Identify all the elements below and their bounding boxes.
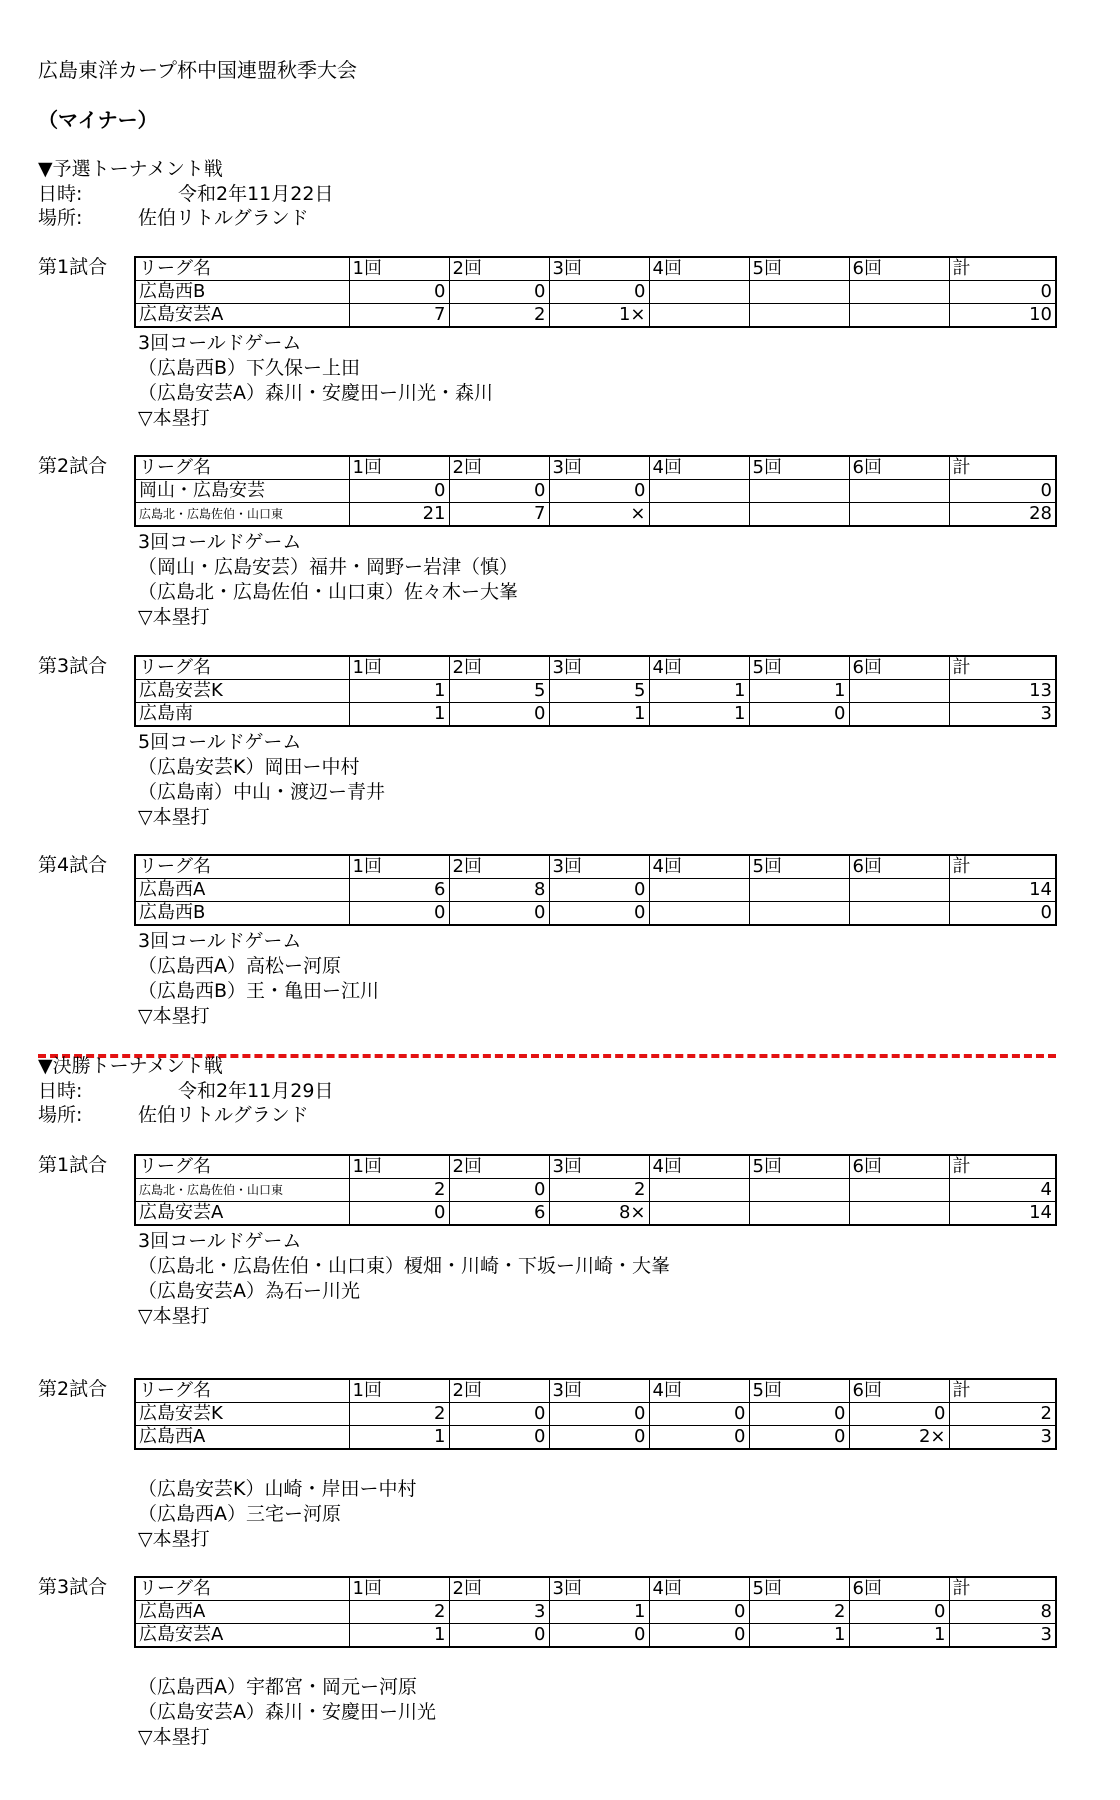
table-header-row	[135, 1379, 1056, 1403]
final-heading: ▼決勝トーナメント戦	[38, 1055, 223, 1077]
score-table	[134, 1576, 1057, 1648]
inning-score-cell	[649, 902, 749, 926]
inning-score-cell: 0	[749, 703, 849, 727]
inning-score-cell	[849, 902, 949, 926]
total-score-cell: 3	[949, 1426, 1056, 1450]
team-name-cell: 広島北・広島佐伯・山口東	[135, 1179, 349, 1202]
header-cell: 2回	[449, 855, 549, 879]
inning-score-cell: 0	[449, 1403, 549, 1426]
table-row	[135, 1202, 1056, 1226]
game-label: 第2試合	[38, 455, 108, 477]
table-header-row	[135, 257, 1056, 281]
inning-score-cell: 0	[649, 1403, 749, 1426]
inning-score-cell	[749, 879, 849, 902]
header-cell: 2回	[449, 1577, 549, 1601]
header-cell: 計	[949, 656, 1056, 680]
score-table	[134, 655, 1057, 727]
header-cell: 3回	[549, 1379, 649, 1403]
header-cell: 6回	[849, 1379, 949, 1403]
header-cell: 1回	[349, 855, 449, 879]
table-row	[135, 304, 1056, 328]
game-note: ▽本塁打	[138, 1305, 210, 1327]
inning-score-cell: 0	[849, 1403, 949, 1426]
header-cell: 計	[949, 1379, 1056, 1403]
header-cell: 4回	[649, 1155, 749, 1179]
team-name-cell: 広島西A	[135, 1426, 349, 1450]
header-cell: 5回	[749, 855, 849, 879]
total-score-cell: 3	[949, 703, 1056, 727]
header-cell: 5回	[749, 1577, 849, 1601]
inning-score-cell: 0	[749, 1426, 849, 1450]
header-cell: リーグ名	[135, 257, 349, 281]
inning-score-cell	[749, 1202, 849, 1226]
score-table	[134, 1154, 1057, 1226]
header-cell: リーグ名	[135, 855, 349, 879]
game-note: （広島安芸K）岡田ー中村	[138, 756, 360, 778]
inning-score-cell: 2	[449, 304, 549, 328]
inning-score-cell	[749, 281, 849, 304]
score-table	[134, 455, 1057, 527]
inning-score-cell	[849, 304, 949, 328]
game-note: （広島西A）高松ー河原	[138, 955, 341, 977]
total-score-cell: 0	[949, 902, 1056, 926]
inning-score-cell: 0	[449, 902, 549, 926]
header-cell: 計	[949, 1155, 1056, 1179]
total-score-cell: 13	[949, 680, 1056, 703]
game-label: 第4試合	[38, 854, 108, 876]
inning-score-cell	[749, 902, 849, 926]
inning-score-cell: 1×	[549, 304, 649, 328]
table-row	[135, 1601, 1056, 1624]
inning-score-cell	[849, 281, 949, 304]
inning-score-cell: 0	[549, 281, 649, 304]
table-row	[135, 680, 1056, 703]
inning-score-cell: 8	[449, 879, 549, 902]
inning-score-cell: 2	[349, 1179, 449, 1202]
team-name-cell: 広島安芸A	[135, 1624, 349, 1648]
game-note: ▽本塁打	[138, 1726, 210, 1748]
header-cell: 5回	[749, 656, 849, 680]
team-name-cell: 岡山・広島安芸	[135, 480, 349, 503]
inning-score-cell	[749, 480, 849, 503]
total-score-cell: 3	[949, 1624, 1056, 1648]
game-note: （広島北・広島佐伯・山口東）佐々木ー大峯	[138, 581, 519, 603]
total-score-cell: 2	[949, 1403, 1056, 1426]
inning-score-cell	[749, 1179, 849, 1202]
inning-score-cell: 6	[449, 1202, 549, 1226]
table-row	[135, 1624, 1056, 1648]
game-note: ▽本塁打	[138, 407, 210, 429]
inning-score-cell: 21	[349, 503, 449, 527]
header-cell: 1回	[349, 1577, 449, 1601]
inning-score-cell: 1	[649, 680, 749, 703]
inning-score-cell: 6	[349, 879, 449, 902]
team-name-cell: 広島安芸A	[135, 1202, 349, 1226]
inning-score-cell: 0	[449, 480, 549, 503]
subtitle: （マイナー）	[38, 108, 158, 132]
game-note: （広島西A）三宅ー河原	[138, 1503, 341, 1525]
inning-score-cell: 5	[449, 680, 549, 703]
total-score-cell: 14	[949, 1202, 1056, 1226]
header-cell: リーグ名	[135, 1577, 349, 1601]
header-cell: 1回	[349, 257, 449, 281]
game-note: （広島安芸A）森川・安慶田ー川光	[138, 1701, 436, 1723]
header-cell: 3回	[549, 1577, 649, 1601]
inning-score-cell: 0	[649, 1624, 749, 1648]
inning-score-cell	[649, 480, 749, 503]
game-note: （広島安芸A）森川・安慶田ー川光・森川	[138, 382, 493, 404]
inning-score-cell	[649, 304, 749, 328]
inning-score-cell	[649, 281, 749, 304]
inning-score-cell: 2×	[849, 1426, 949, 1450]
inning-score-cell: 0	[849, 1601, 949, 1624]
inning-score-cell: 0	[549, 902, 649, 926]
table-row	[135, 503, 1056, 527]
header-cell: リーグ名	[135, 1155, 349, 1179]
final-date: 令和2年11月29日	[178, 1080, 334, 1102]
header-cell: 5回	[749, 1155, 849, 1179]
inning-score-cell: 0	[649, 1601, 749, 1624]
game-note: 3回コールドゲーム	[138, 1230, 302, 1252]
header-cell: 2回	[449, 1155, 549, 1179]
inning-score-cell: 7	[349, 304, 449, 328]
header-cell: 6回	[849, 456, 949, 480]
game-note: （広島西A）宇都宮・岡元ー河原	[138, 1676, 417, 1698]
header-cell: 3回	[549, 656, 649, 680]
header-cell: 5回	[749, 1379, 849, 1403]
inning-score-cell	[849, 1179, 949, 1202]
game-note: （広島西B）下久保ー上田	[138, 357, 361, 379]
header-cell: 6回	[849, 656, 949, 680]
inning-score-cell: 1	[549, 1601, 649, 1624]
inning-score-cell: 1	[749, 1624, 849, 1648]
inning-score-cell: 2	[349, 1601, 449, 1624]
score-table	[134, 256, 1057, 328]
inning-score-cell: 1	[849, 1624, 949, 1648]
total-score-cell: 28	[949, 503, 1056, 527]
table-header-row	[135, 1155, 1056, 1179]
table-header-row	[135, 855, 1056, 879]
total-score-cell: 10	[949, 304, 1056, 328]
game-note: （広島北・広島佐伯・山口東）榎畑・川崎・下坂ー川崎・大峯	[138, 1255, 671, 1277]
inning-score-cell	[649, 503, 749, 527]
header-cell: 計	[949, 855, 1056, 879]
game-note: 3回コールドゲーム	[138, 930, 302, 952]
inning-score-cell: 0	[649, 1426, 749, 1450]
game-note: （広島安芸A）為石ー川光	[138, 1280, 360, 1302]
game-note: 3回コールドゲーム	[138, 332, 302, 354]
preliminary-date-label: 日時:	[38, 183, 83, 205]
inning-score-cell: 5	[549, 680, 649, 703]
table-row	[135, 281, 1056, 304]
inning-score-cell: 1	[349, 680, 449, 703]
header-cell: 1回	[349, 456, 449, 480]
header-cell: 3回	[549, 855, 649, 879]
header-cell: 5回	[749, 456, 849, 480]
header-cell: 2回	[449, 656, 549, 680]
game-note: （広島南）中山・渡辺ー青井	[138, 781, 386, 803]
game-note: ▽本塁打	[138, 806, 210, 828]
preliminary-place: 佐伯リトルグランド	[138, 207, 309, 229]
header-cell: 2回	[449, 257, 549, 281]
inning-score-cell	[849, 1202, 949, 1226]
header-cell: 3回	[549, 1155, 649, 1179]
inning-score-cell: 0	[349, 480, 449, 503]
table-row	[135, 480, 1056, 503]
total-score-cell: 8	[949, 1601, 1056, 1624]
preliminary-heading: ▼予選トーナメント戦	[38, 158, 223, 180]
header-cell: 1回	[349, 1379, 449, 1403]
inning-score-cell: 8×	[549, 1202, 649, 1226]
inning-score-cell: 0	[749, 1403, 849, 1426]
inning-score-cell: 1	[549, 703, 649, 727]
table-row	[135, 879, 1056, 902]
header-cell: 4回	[649, 257, 749, 281]
inning-score-cell	[849, 480, 949, 503]
game-note: ▽本塁打	[138, 1528, 210, 1550]
header-cell: リーグ名	[135, 1379, 349, 1403]
inning-score-cell: 1	[349, 1624, 449, 1648]
team-name-cell: 広島南	[135, 703, 349, 727]
table-row	[135, 1179, 1056, 1202]
total-score-cell: 0	[949, 480, 1056, 503]
inning-score-cell	[849, 703, 949, 727]
team-name-cell: 広島安芸K	[135, 680, 349, 703]
game-note: ▽本塁打	[138, 1005, 210, 1027]
total-score-cell: 0	[949, 281, 1056, 304]
inning-score-cell: 0	[449, 1179, 549, 1202]
inning-score-cell: 1	[349, 1426, 449, 1450]
header-cell: 4回	[649, 1379, 749, 1403]
game-note: ▽本塁打	[138, 606, 210, 628]
game-label: 第1試合	[38, 1154, 108, 1176]
header-cell: 4回	[649, 1577, 749, 1601]
score-table	[134, 854, 1057, 926]
team-name-cell: 広島西A	[135, 879, 349, 902]
inning-score-cell: 7	[449, 503, 549, 527]
table-header-row	[135, 1577, 1056, 1601]
inning-score-cell: 2	[349, 1403, 449, 1426]
inning-score-cell: 0	[349, 902, 449, 926]
header-cell: 5回	[749, 257, 849, 281]
score-table	[134, 1378, 1057, 1450]
header-cell: 6回	[849, 1577, 949, 1601]
header-cell: 4回	[649, 456, 749, 480]
header-cell: 6回	[849, 1155, 949, 1179]
inning-score-cell	[749, 503, 849, 527]
game-label: 第1試合	[38, 256, 108, 278]
inning-score-cell	[649, 879, 749, 902]
inning-score-cell: 2	[549, 1179, 649, 1202]
inning-score-cell	[849, 680, 949, 703]
preliminary-date: 令和2年11月22日	[178, 183, 334, 205]
inning-score-cell: ×	[549, 503, 649, 527]
header-cell: 2回	[449, 1379, 549, 1403]
header-cell: 6回	[849, 257, 949, 281]
inning-score-cell	[649, 1202, 749, 1226]
total-score-cell: 14	[949, 879, 1056, 902]
inning-score-cell	[749, 304, 849, 328]
game-label: 第3試合	[38, 655, 108, 677]
header-cell: 3回	[549, 257, 649, 281]
team-name-cell: 広島安芸A	[135, 304, 349, 328]
team-name-cell: 広島西B	[135, 281, 349, 304]
inning-score-cell: 0	[449, 703, 549, 727]
header-cell: 6回	[849, 855, 949, 879]
team-name-cell: 広島安芸K	[135, 1403, 349, 1426]
table-row	[135, 1426, 1056, 1450]
game-note: 3回コールドゲーム	[138, 531, 302, 553]
inning-score-cell	[849, 879, 949, 902]
preliminary-place-label: 場所:	[38, 207, 83, 229]
inning-score-cell	[649, 1179, 749, 1202]
inning-score-cell: 0	[349, 281, 449, 304]
header-cell: 3回	[549, 456, 649, 480]
game-label: 第3試合	[38, 1576, 108, 1598]
inning-score-cell: 0	[549, 480, 649, 503]
final-place: 佐伯リトルグランド	[138, 1104, 309, 1126]
inning-score-cell: 2	[749, 1601, 849, 1624]
header-cell: 4回	[649, 855, 749, 879]
inning-score-cell	[849, 503, 949, 527]
inning-score-cell: 3	[449, 1601, 549, 1624]
header-cell: 1回	[349, 1155, 449, 1179]
total-score-cell: 4	[949, 1179, 1056, 1202]
inning-score-cell: 0	[549, 879, 649, 902]
header-cell: 計	[949, 456, 1056, 480]
inning-score-cell: 1	[749, 680, 849, 703]
inning-score-cell: 1	[349, 703, 449, 727]
table-header-row	[135, 656, 1056, 680]
team-name-cell: 広島北・広島佐伯・山口東	[135, 503, 349, 527]
header-cell: 2回	[449, 456, 549, 480]
final-date-label: 日時:	[38, 1080, 83, 1102]
header-cell: 1回	[349, 656, 449, 680]
page-title: 広島東洋カープ杯中国連盟秋季大会	[38, 58, 357, 82]
game-note: （岡山・広島安芸）福井・岡野ー岩津（慎）	[138, 556, 519, 578]
table-row	[135, 703, 1056, 727]
header-cell: 計	[949, 1577, 1056, 1601]
table-row	[135, 902, 1056, 926]
inning-score-cell: 0	[349, 1202, 449, 1226]
inning-score-cell: 0	[549, 1403, 649, 1426]
table-row	[135, 1403, 1056, 1426]
final-place-label: 場所:	[38, 1104, 83, 1126]
inning-score-cell: 1	[649, 703, 749, 727]
game-note: （広島安芸K）山崎・岸田ー中村	[138, 1478, 417, 1500]
header-cell: リーグ名	[135, 656, 349, 680]
header-cell: 計	[949, 257, 1056, 281]
inning-score-cell: 0	[449, 281, 549, 304]
game-note: 5回コールドゲーム	[138, 731, 302, 753]
header-cell: 4回	[649, 656, 749, 680]
inning-score-cell: 0	[449, 1624, 549, 1648]
header-cell: リーグ名	[135, 456, 349, 480]
inning-score-cell: 0	[449, 1426, 549, 1450]
game-label: 第2試合	[38, 1378, 108, 1400]
table-header-row	[135, 456, 1056, 480]
inning-score-cell: 0	[549, 1624, 649, 1648]
team-name-cell: 広島西B	[135, 902, 349, 926]
game-note: （広島西B）王・亀田ー江川	[138, 980, 380, 1002]
team-name-cell: 広島西A	[135, 1601, 349, 1624]
inning-score-cell: 0	[549, 1426, 649, 1450]
